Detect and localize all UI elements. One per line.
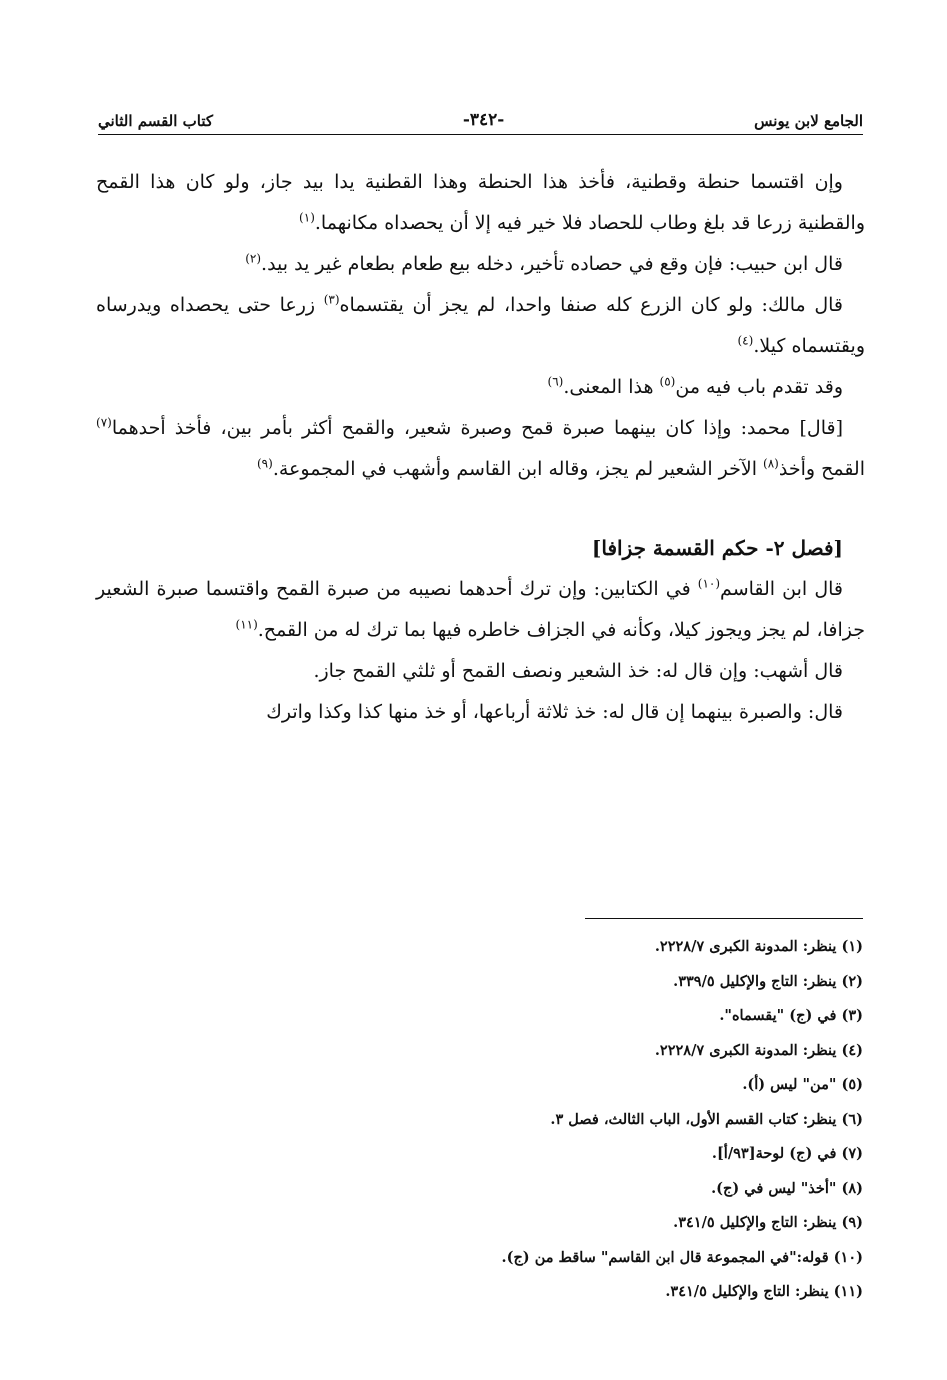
- paragraph-text: في الكتابين: وإن ترك أحدهما نصيبه من صبرة القمح واقتسما صبرة الشعير جزافا، لم يجز ويجوز كيلا، وكأنه في الجزاف خاطره فيها بما ترك له من القمح.: [96, 578, 865, 641]
- paragraph-6: [96, 569, 865, 651]
- paragraph-text: قال ابن حبيب: فإن وقع في حصاده تأخير، دخله بيع طعام بطعام غير يد بيد.: [261, 253, 843, 275]
- footnote-item: (٤) ينظر: المدونة الكبرى ٢٢٢٨/٧.: [654, 1041, 863, 1059]
- footnotes: [300, 930, 863, 1310]
- paragraph-4: [96, 367, 865, 408]
- paragraph-text: قال أشهب: وإن قال له: خذ الشعير ونصف القمح أو ثلثي القمح جاز.: [313, 660, 843, 682]
- footnote-item: (١٠) قوله:"في المجموعة قال ابن القاسم" ساقط من (ج).: [501, 1248, 863, 1266]
- paragraph-7: [96, 651, 865, 692]
- footnote-ref: (٢): [245, 251, 262, 266]
- footnote-ref: (٧): [96, 415, 112, 430]
- footnote-ref: (١٠): [697, 576, 721, 591]
- footnote-ref: (٨): [763, 456, 779, 471]
- running-header: [98, 100, 863, 135]
- footnote-item: (٧) في (ج) لوحة[٩٣/أ].: [711, 1145, 863, 1162]
- paragraph-text: هذا المعنى.: [563, 376, 660, 398]
- footnote-ref: (١): [299, 210, 315, 225]
- footnote-item: (٣) في (ج) "يقسماه".: [719, 1007, 863, 1024]
- footnote-ref: (١١): [235, 617, 258, 632]
- paragraph-text: زرعا حتى يحصداه ويدرساه ويقتسماه كيلا.: [96, 294, 865, 357]
- paragraph-text: وقد تقدم باب فيه من: [675, 376, 843, 398]
- paragraph-text: وإن اقتسما حنطة وقطنية، فأخذ هذا الحنطة وهذا القطنية يدا بيد جاز، ولو كان هذا القمح والقطنية زرعا قد بلغ وطاب للحصاد فلا خير فيه إلا أن يحصداه مكانهما.: [96, 171, 865, 234]
- footnote-item: (٨) "أخذ" ليس في (ج).: [711, 1179, 863, 1197]
- paragraph-text: [قال] محمد: وإذا كان بينهما صبرة قمح وصبرة شعير، والقمح أكثر بأمر بين، فأخذ أحدهما: [111, 417, 843, 439]
- footnote-item: (٦) ينظر: كتاب القسم الأول، الباب الثالث، فصل ٣.: [550, 1110, 863, 1128]
- footnote-item: (٢) ينظر: التاج والإكليل ٣٣٩/٥.: [673, 972, 863, 990]
- paragraph-text: قال: والصبرة بينهما إن قال له: خذ ثلاثة أرباعها، أو خذ منها كذا وكذا واترك: [266, 701, 843, 723]
- footnote-ref: (٣): [323, 292, 340, 307]
- paragraph-3: [96, 285, 865, 367]
- footnote-ref: (٤): [737, 333, 754, 348]
- footnote-item: (١١) ينظر: التاج والإكليل ٣٤١/٥.: [665, 1283, 863, 1300]
- paragraph-2: [96, 244, 865, 285]
- footnote-divider: [585, 918, 863, 919]
- paragraph-text: الآخر الشعير لم يجز، وقاله ابن القاسم وأشهب في المجموعة.: [272, 458, 764, 480]
- header-chapter-title: كتاب القسم الثاني: [98, 112, 214, 130]
- footnote-item: (٩) ينظر: التاج والإكليل ٣٤١/٥.: [673, 1214, 863, 1231]
- paragraph-5: [96, 408, 865, 490]
- section-spacer: [96, 490, 865, 528]
- page-number: -٣٤٢-: [462, 110, 505, 130]
- footnote-ref: (٦): [547, 374, 564, 389]
- paragraph-text: قال ابن القاسم: [720, 578, 843, 600]
- section-heading: [فصل ٢- حكم القسمة جزافا]: [591, 536, 843, 560]
- paragraph-8: [96, 692, 865, 733]
- footnote-item: (١) ينظر: المدونة الكبرى ٢٢٢٨/٧.: [654, 938, 863, 955]
- paragraph-text: قال مالك: ولو كان الزرع كله صنفا واحدا، لم يجز أن يقتسماه: [339, 294, 843, 316]
- paragraph-1: [96, 162, 865, 244]
- footnote-ref: (٩): [256, 456, 273, 471]
- footnote-item: (٥) "من" ليس (أ).: [742, 1076, 863, 1093]
- header-book-title: الجامع لابن يونس: [754, 112, 863, 130]
- main-text: [96, 162, 865, 733]
- footnote-ref: (٥): [659, 374, 676, 389]
- paragraph-text: القمح وأخذ: [778, 458, 865, 480]
